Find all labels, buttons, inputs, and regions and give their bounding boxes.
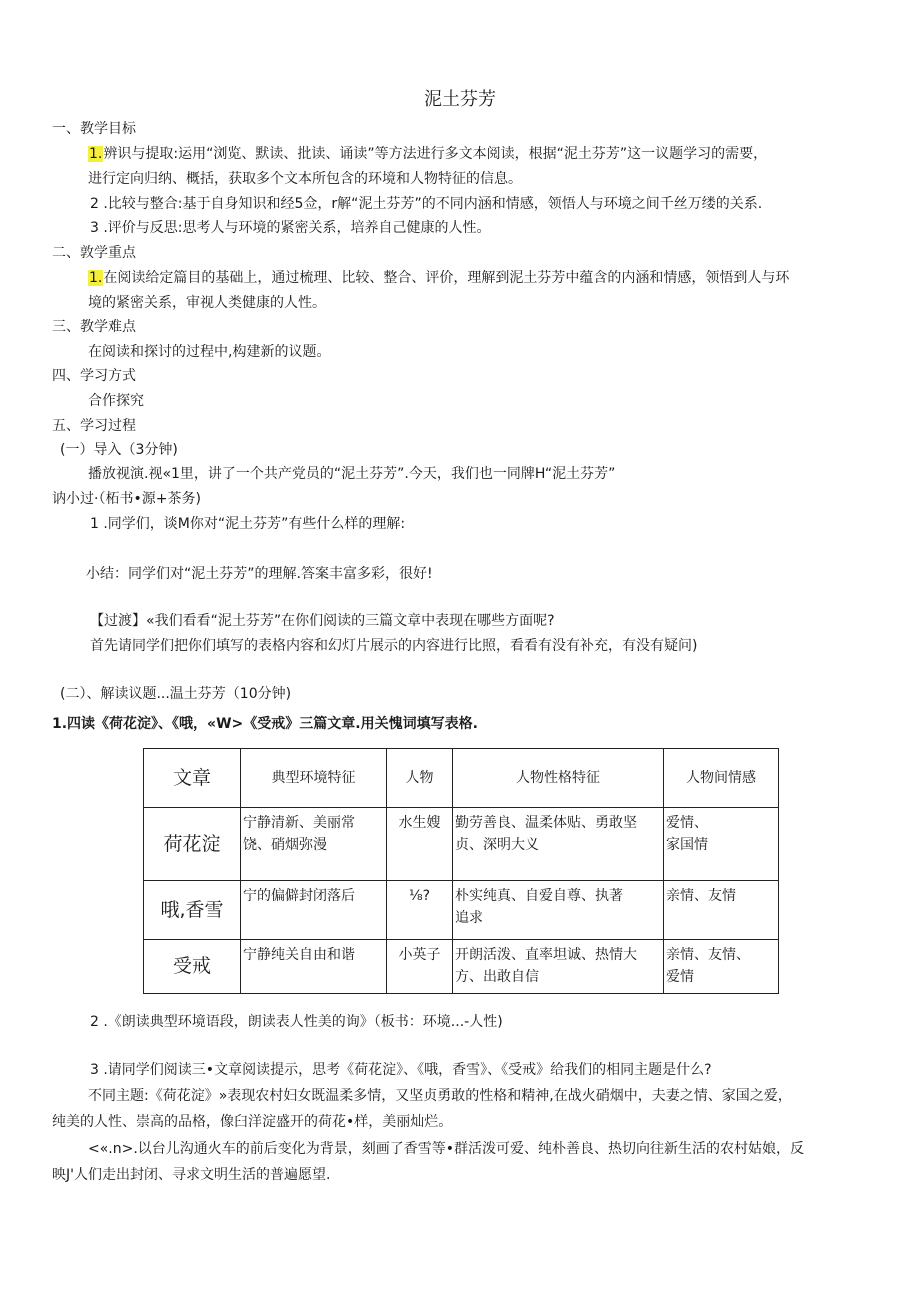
different-theme-line-2: 纯美的人性、崇高的品格，像臼洋淀盛开的荷花•样，美丽灿烂。 [52, 1114, 453, 1130]
table-row [144, 940, 779, 994]
instruction-line: 首先请同学们把你们填写的表格内容和幻灯片展示的内容进行比照，看看有没有补充，有没有疑问) [90, 638, 698, 654]
section-heading-objectives: 一、教学目标 [52, 121, 136, 137]
header-article: 文章 [144, 749, 241, 808]
cell-character: ⅛? [387, 881, 453, 940]
summary-line: 小结：同学们对“泥土芬芳”的理解.答案丰富多彩，很好! [86, 566, 433, 582]
cell-environment: 宁的偏僻封闭落后 [241, 881, 387, 940]
board-line: 讷小过·（柘书•源+茶务) [52, 491, 201, 507]
part-1-heading: (一）导入（3分钟) [60, 442, 178, 458]
table-row [144, 881, 779, 940]
cell-article: 受戒 [144, 940, 241, 994]
different-theme-line-1: 不同主题:《荷花淀》»表现农村妇女既温柔多情，又坚贞勇敢的性格和精神,在战火硝烟中，夫妻之情、家国之爱， [88, 1088, 792, 1104]
header-emotion: 人物间情感 [664, 749, 779, 808]
cell-emotion: 爱情、 家国情 [664, 808, 779, 881]
section-heading-difficulties: 三、教学难点 [52, 319, 136, 335]
cell-character: 小英子 [387, 940, 453, 994]
xiangxue-theme-line-2: 映J'人们走出封闭、寻求文明生活的普遍愿望. [52, 1167, 331, 1183]
objective-1-line-1 [88, 146, 767, 164]
highlight-number: 1. [89, 270, 103, 286]
cell-character: 水生嫂 [387, 808, 453, 881]
cell-personality: 朴实纯真、自爱自尊、执著 追求 [453, 881, 664, 940]
objective-3: 3 .评价与反思:思考人与环境的紧密关系，培养自己健康的人性。 [90, 220, 491, 236]
cell-environment: 宁静清新、美丽常 饶、硝烟弥漫 [241, 808, 387, 881]
after-item-2: 2 .《朗读典型环境语段，朗读表人性美的询》（板书：环境...-人性) [90, 1014, 503, 1030]
section-heading-process: 五、学习过程 [52, 418, 136, 434]
cell-personality: 勤劳善良、温柔体贴、勇敢坚 贞、深明大义 [453, 808, 664, 881]
xiangxue-theme-line-1: <«.n>.以台儿沟通火车的前后变化为背景，刻画了香雪等•群活泼可爱、纯朴善良、热切向往新生活的农村姑娘，反 [88, 1141, 805, 1157]
cell-environment: 宁静纯关自由和谐 [241, 940, 387, 994]
task-1: 1.四读《荷花淀》、《哦，«W>《受戒》三篇文章.用关愧词填写表格. [52, 716, 478, 732]
comparison-table [143, 748, 779, 994]
table-row [144, 808, 779, 881]
method-text: 合作探究 [88, 393, 144, 409]
highlight-number: 1. [89, 146, 103, 162]
key-point-line-2: 境的紧密关系，审视人类健康的人性。 [88, 295, 326, 311]
table-header-row [144, 749, 779, 808]
header-character: 人物 [387, 749, 453, 808]
cell-article: 荷花淀 [144, 808, 241, 881]
objective-1-line-2: 进行定向归纳、概括，获取多个文本所包含的环境和人物特征的信息。 [88, 171, 522, 187]
header-environment: 典型环境特征 [241, 749, 387, 808]
cell-personality: 开朗活泼、直率坦诚、热情大 方、出敢自信 [453, 940, 664, 994]
section-heading-key-points: 二、敦学重点 [52, 245, 136, 261]
part-2-heading: (二）、解读议题...温土芬芳（10分钟) [60, 686, 292, 702]
page-title: 泥土芬芳 [424, 89, 496, 110]
intro-line: 播放视演.视«1里，讲了一个共产党员的“泥土芬芳”.今天，我们也一同牌H“泥土芬芳” [88, 466, 616, 482]
section-heading-method: 四、学习方式 [52, 368, 136, 384]
objective-1-text: 辨识与提取:运用“浏览、默读、批读、诵读”等方法进行多文本阅读，根据“泥土芬芳”这一议题学习的需要， [103, 146, 768, 162]
header-personality: 人物性格特征 [453, 749, 664, 808]
question-1: 1 .同学们，谈M你对“泥土芬芳”有些什么样的理解: [90, 516, 406, 532]
cell-emotion: 亲情、友情 [664, 881, 779, 940]
transition-line: 【过渡】«我们看看“泥土芬芳”在你们阅读的三篇文章中表现在哪些方面呢? [90, 613, 555, 629]
objective-2: 2 .比较与整合:基于自身知识和经5佥，r解“泥土芬芳”的不同内涵和情感，领悟人与环境之间千丝万缕的关系. [90, 196, 763, 212]
key-point-line-1 [88, 270, 789, 288]
after-item-3: 3 .请同学们阅读三•文章阅读提示，思考《荷花淀》、《哦，香雪》、《受戒》给我们的相同主题是什么? [90, 1062, 712, 1078]
cell-article: 哦,香雪 [144, 881, 241, 940]
difficulty-text: 在阅读和探讨的过程中,构建新的议题。 [88, 344, 331, 360]
cell-emotion: 亲情、友情、 爱情 [664, 940, 779, 994]
key-point-text: 在阅读给定篇目的基础上，通过梳理、比较、整合、评价，理解到泥土芬芳中蕴含的内涵和情感，领悟到人与环 [103, 270, 790, 286]
